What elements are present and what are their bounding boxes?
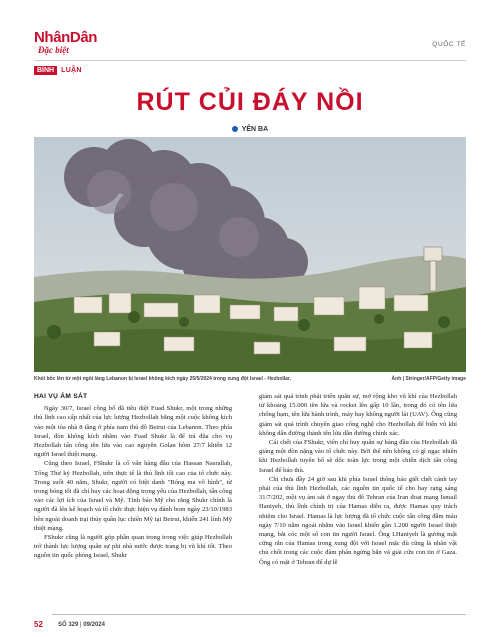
paragraph: Cái chết của FShukr, viên chỉ huy quân sự hàng đầu của Hezbollah đã giáng một đòn nặng vào tổ chức này. Bởi thế nên không có gì ngạc nhiên khi Hezbollah tuyên bố sẽ dốc toàn lực trong một chiến dịch tấn công Israel để báo thù. (259, 439, 457, 474)
issue-number: SỐ 329 (58, 622, 79, 628)
photo-credit: Ảnh | Stringer/AFP/Getty image (391, 376, 466, 382)
photo-caption: Khói bốc lên từ một ngôi làng Lebanon bị Israel không kích ngày 25/5/2024 trong xung đột Israel - Hezbollar. (34, 376, 291, 382)
masthead-subtitle: Đặc biệt (38, 45, 69, 55)
issue-date: 09/2024 (83, 622, 105, 628)
section-label: QUỐC TẾ (432, 41, 466, 48)
paragraph: Chỉ chưa đầy 24 giờ sau khi phía Israel thông báo giết chết cánh tay phải của thủ lĩnh Hezbollah, các nguồn tin quốc tế cho hay rạng sáng 31/7/202, một vụ ám sát ở ngay thủ đô Tehran của Iran đoạt mạng Ismail Haniyeh, thủ lĩnh chính trị của Hamas diễn ra, được Hamas quy trách nhiệm cho Israel. Hamas là lực lượng đã tổ chức cuộc tấn công đẫm máu ngày 7/10 năm ngoái nhằm vào Israel khiến gần 1.200 người Israel thiệt mạng, bắt cóc một số con tin người Israel. Ông I.Haniyeh là gương mặt cứng rắn của Hamas trong xung đột với Israel mặc dù cũng là nhân vật chủ chốt trong các cuộc đàm phán ngừng bắn và giải cứu con tin ở Gaza. Ông có mặt ở Tehran để dự lễ (259, 475, 457, 566)
issue-info (58, 622, 105, 628)
page-number: 52 (34, 620, 43, 629)
article-title: RÚT CỦI ĐÁY NỒI (136, 88, 364, 116)
article-photo (34, 137, 466, 372)
paragraph: Ngày 30/7, Israel công bố đã tiêu diệt Fuad Shukr, một trong những thủ lĩnh cao cấp nhất của lực lượng Hezbollah bằng một cuộc không kích vào một tòa nhà 8 tầng ở phía nam thủ đô Beirut của Lebanon. Theo phía Israel, đòn không kích nhằm vào Fuad Shukr là để trả đũa cho vụ Hezbollah tấn công tên lửa vào cao nguyên Golan hôm 27/7 khiến 12 người Israel thiệt mạng. (34, 405, 232, 459)
issue-separator: | (80, 622, 84, 628)
article-column-left (34, 392, 232, 561)
category-tag (34, 65, 86, 75)
smoke-village-illustration (34, 137, 466, 372)
category-tag-first: BÌNH (34, 66, 57, 75)
paragraph: Cũng theo Israel, FShukr là cố vấn hàng đầu của Hassan Nasrallah, Tổng Thư ký Hezbollah, trên thực tế là thủ lĩnh tối cao của tổ chức này. Trong suốt 40 năm, Shukr, người có biệt danh "Bóng ma vô hình", từ trong bóng tối đã chỉ huy các hoạt động trọng yếu của Hezbollah, tấn công vào các lợi ích của Israel và Mỹ. Tình báo Mỹ cho rằng Shukr chính là người đã lên kế hoạch và tổ chức thực hiện vụ đánh bom ngày 23/10/1983 bên ngoài doanh trại thủy quân lục chiến Mỹ tại Beirut, khiến 241 lính Mỹ thiệt mạng. (34, 460, 232, 532)
article-column-right (259, 392, 457, 567)
author-name: YÊN BA (241, 126, 269, 133)
paragraph: FShukr cũng là người góp phần quan trọng trong việc giúp Hezbollah trở thành lực lượng quân sự phi nhà nước được trang bị vũ khí tốt. Theo nguồn tin quốc phòng Israel, Shukr (34, 534, 232, 560)
author-bullet-icon (232, 126, 238, 132)
footer-divider (52, 614, 466, 615)
category-tag-second: LUẬN (61, 66, 82, 74)
masthead-logo (34, 30, 124, 62)
masthead-brand: NhânDân (34, 29, 98, 46)
header-divider (34, 60, 466, 61)
paragraph: giám sát quá trình phát triển quân sự, mở rộng kho vũ khí của Hezbollah từ khoảng 15.000 tên lửa và rocket lên gấp 10 lần, trong đó có tên lửa chống hạm, tên lửa hành trình, máy bay không người lái (UAV). Ông cũng giám sát quá trình chuyển giao công nghệ cho Hezbollah để biến vũ khí không dẫn đường thành tên lửa dẫn đường chính xác. (259, 393, 457, 437)
byline (0, 126, 500, 133)
article-subhead: HAI VỤ ÁM SÁT (34, 393, 88, 400)
